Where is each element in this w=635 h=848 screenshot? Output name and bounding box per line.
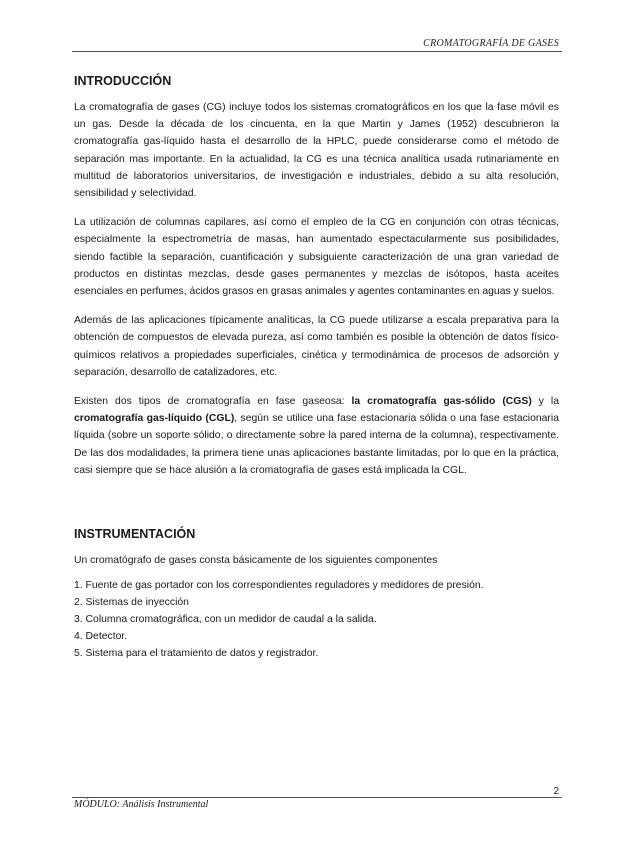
bold-term-cgs: la cromatografía gas-sólido (CGS) (351, 396, 532, 408)
paragraph-text: y la (531, 396, 559, 408)
bold-term-cgl: cromatografía gas-líquido (CGL) (74, 413, 235, 425)
list-item: 1. Fuente de gas portador con los correspondientes reguladores y medidores de presión. (74, 580, 484, 592)
header-rule (72, 51, 562, 52)
list-item: 3. Columna cromatográfica, con un medidor de caudal a la salida. (74, 614, 377, 626)
paragraph-text: , según se utilice una fase estacionaria sólida o una fase estacionaria líquida (sobre un soporte sólido, o directamente sobre la pared interna de la columna), respectivamente. De las dos modalidades, la primera tiene unas aplicaciones bastante limitadas, por lo que en la práctica, casi siempre que se hace alusión a la cromatografía de gases está implicada la CGL. (74, 413, 559, 476)
list-item: 2. Sistemas de inyección (74, 597, 189, 609)
footer-rule (72, 797, 562, 798)
paragraph-intro-4 (74, 393, 559, 479)
components-intro: Un cromatógrafo de gases consta básicamente de los siguientes componentes (74, 555, 438, 567)
page-body (74, 74, 559, 662)
list-item: 5. Sistema para el tratamiento de datos y registrador. (74, 648, 319, 660)
paragraph-text: Existen dos tipos de cromatografía en fase gaseosa: (74, 396, 352, 408)
list-item: 4. Detector. (74, 631, 128, 643)
running-header: CROMATOGRAFÍA DE GASES (423, 38, 559, 49)
paragraph-intro-3: Además de las aplicaciones típicamente analíticas, la CG puede utilizarse a escala preparativa para la obtención de compuestos de elevada pureza, así como también es posible la obtención de datos físico-químicos relativos a propiedades superficiales, cinética y termodinámica de procesos de adsorción y separación, desarrollo de catalizadores, etc. (74, 315, 559, 378)
section-heading-instrumentacion: INSTRUMENTACIÓN (74, 527, 196, 542)
running-footer: MÓDULO: Análisis Instrumental (74, 799, 209, 810)
components-list (74, 577, 559, 662)
page-number: 2 (553, 786, 559, 797)
section-spacer (74, 491, 559, 527)
paragraph-intro-2: La utilización de columnas capilares, así como el empleo de la CG en conjunción con otras técnicas, especialmente la espectrometría de masas, han aumentado espectacularmente sus posibilidades, siendo factible la separación, cuantificación y subsiguiente caracterización de una gran variedad de productos en distintas mezclas, desde gases permanentes y mezclas de isótopos, hasta aceites esenciales en perfumes, ácidos grasos en grasas animales y agentes contaminantes en aguas y suelos. (74, 217, 559, 298)
paragraph-intro-1: La cromatografía de gases (CG) incluye todos los sistemas cromatográficos en los que la fase móvil es un gas. Desde la década de los cincuenta, en la que Martin y James (1952) descubrieron la cromatografía gas-líquido hasta el desarrollo de la HPLC, puede considerarse como el método de separación mas importante. En la actualidad, la CG es una técnica analítica usada rutinariamente en multitud de laboratorios universitarios, de investigación e industriales, debido a su alta resolución, sensibilidad y selectividad. (74, 102, 559, 200)
section-heading-introduccion: INTRODUCCIÓN (74, 74, 172, 88)
